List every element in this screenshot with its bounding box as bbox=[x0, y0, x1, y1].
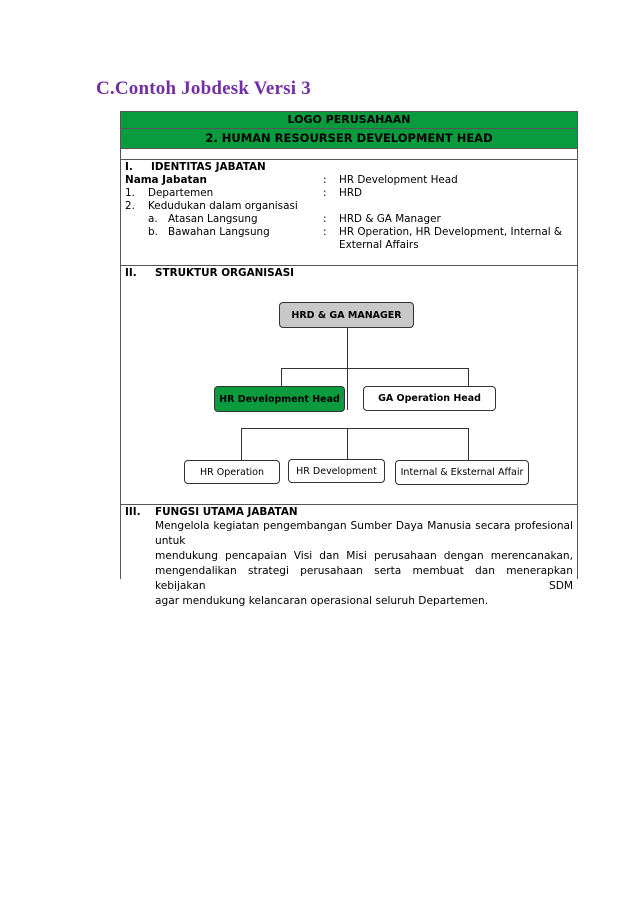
section-3-number: III. bbox=[125, 506, 141, 518]
bawahan-value-line1: HR Operation, HR Development, Internal & bbox=[339, 226, 562, 238]
atasan-label: Atasan Langsung bbox=[168, 213, 258, 225]
colon: : bbox=[323, 226, 327, 238]
spacer-row bbox=[121, 149, 577, 160]
connector-line bbox=[281, 368, 468, 369]
kedudukan-number: 2. bbox=[125, 200, 135, 212]
connector-line bbox=[241, 428, 242, 460]
section-2-title: STRUKTUR ORGANISASI bbox=[155, 267, 295, 279]
fungsi-line: Mengelola kegiatan pengembangan Sumber Daya Manusia secara profesional untuk bbox=[155, 520, 573, 547]
colon: : bbox=[323, 174, 327, 186]
org-box-hrd-ga-manager: HRD & GA MANAGER bbox=[279, 302, 414, 328]
company-logo-bar: LOGO PERUSAHAAN bbox=[121, 112, 577, 129]
org-box-ga-operation-head: GA Operation Head bbox=[363, 386, 496, 411]
departemen-value: HRD bbox=[339, 187, 363, 199]
kedudukan-label: Kedudukan dalam organisasi bbox=[148, 200, 298, 212]
org-box-internal-eksternal-affair: Internal & Eksternal Affair bbox=[395, 460, 529, 485]
departemen-number: 1. bbox=[125, 187, 135, 199]
connector-line bbox=[281, 368, 282, 386]
atasan-letter: a. bbox=[148, 213, 158, 225]
bawahan-value-line2: External Affairs bbox=[339, 239, 419, 251]
fungsi-line: mendukung pencapaian Visi dan Misi perusahaan dengan merencanakan, bbox=[155, 550, 573, 562]
connector-line bbox=[347, 328, 348, 410]
section-2-number: II. bbox=[125, 267, 137, 279]
connector-line bbox=[241, 428, 469, 429]
colon: : bbox=[323, 213, 327, 225]
bawahan-label: Bawahan Langsung bbox=[168, 226, 270, 238]
fungsi-paragraph bbox=[155, 519, 573, 609]
position-title-bar: 2. HUMAN RESOURSER DEVELOPMENT HEAD bbox=[121, 129, 577, 149]
connector-line bbox=[468, 428, 469, 460]
section-divider bbox=[121, 504, 577, 505]
section-3-title: FUNGSI UTAMA JABATAN bbox=[155, 506, 298, 518]
job-description-form bbox=[120, 111, 578, 607]
page-heading: C.Contoh Jobdesk Versi 3 bbox=[96, 78, 311, 99]
section-1-number: I. bbox=[125, 161, 133, 173]
org-box-hr-operation: HR Operation bbox=[184, 460, 280, 484]
atasan-value: HRD & GA Manager bbox=[339, 213, 441, 225]
nama-jabatan-label: Nama Jabatan bbox=[125, 174, 207, 186]
colon: : bbox=[323, 187, 327, 199]
org-box-hr-development: HR Development bbox=[288, 459, 385, 483]
bawahan-letter: b. bbox=[148, 226, 158, 238]
section-divider bbox=[121, 265, 577, 266]
fungsi-line: mengendalikan strategi perusahaan serta membuat dan menerapkan kebijakan SDM bbox=[155, 565, 573, 592]
section-1-title: IDENTITAS JABATAN bbox=[151, 161, 266, 173]
nama-jabatan-value: HR Development Head bbox=[339, 174, 458, 186]
org-box-hr-development-head: HR Development Head bbox=[214, 386, 345, 412]
connector-line bbox=[347, 428, 348, 459]
departemen-label: Departemen bbox=[148, 187, 214, 199]
fungsi-line: agar mendukung kelancaran operasional seluruh Departemen. bbox=[155, 595, 489, 607]
connector-line bbox=[468, 368, 469, 386]
